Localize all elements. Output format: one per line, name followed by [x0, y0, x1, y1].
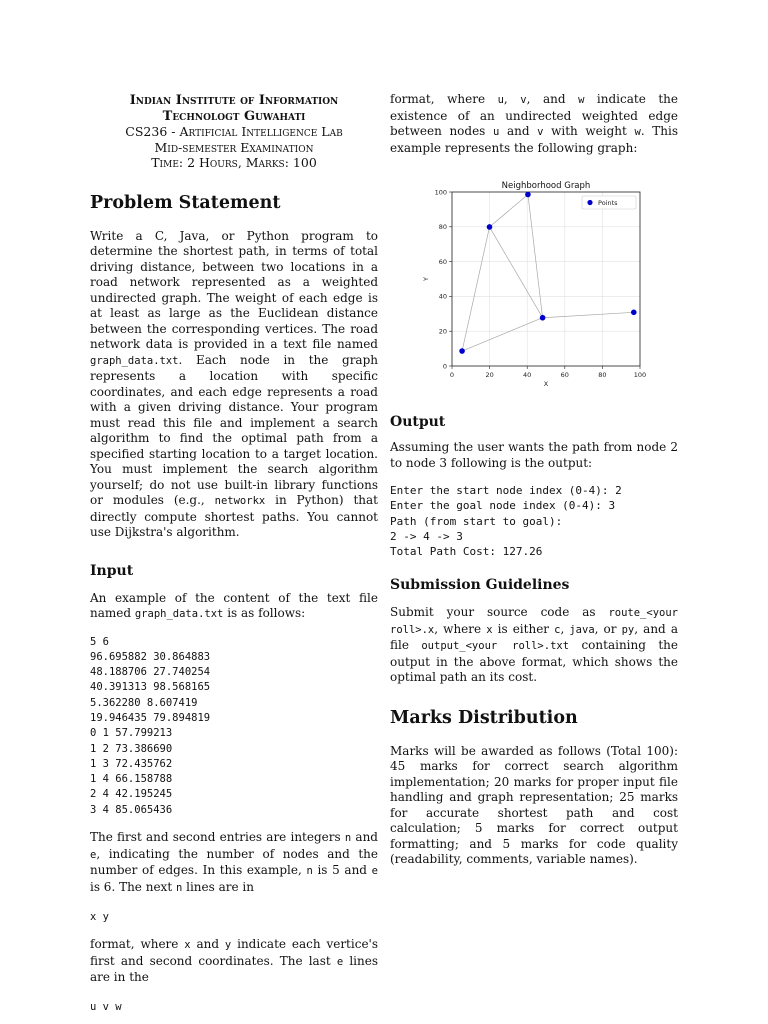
input-var-n: n [344, 832, 352, 845]
neighborhood-graph-svg [390, 180, 678, 402]
input-desc-4: is 5 and [312, 863, 372, 878]
x-tick-label: 20 [485, 371, 494, 379]
format-xy: x y [90, 911, 109, 924]
submission-text-3: is either [492, 621, 555, 636]
output-line: Path (from start to goal): [390, 514, 563, 528]
x-tick-label: 40 [523, 371, 532, 379]
format-uvw: u v w [90, 1000, 122, 1013]
submission-lang-c: c [554, 623, 561, 636]
graph-edge [489, 227, 542, 318]
left-column [90, 90, 378, 1015]
chart-title: Neighborhood Graph [501, 181, 591, 191]
output-example [390, 483, 678, 559]
input-file-line: 1 4 66.158788 [90, 773, 173, 786]
problem-text-1: Write a C, Java, or Python program to determine the shortest path, in terms of total driving distance, between two locations in a road network represented as a weighted undirected graph. The weight of each edge is at least as large as the Euclidean distance between the corresponding vertices. The road network data is provided in a text file named [90, 228, 378, 351]
input-file-line: 2 4 42.195245 [90, 788, 173, 801]
input-heading: Input [90, 562, 134, 579]
exam-time-marks: Time: 2 Hours, Marks: 100 [151, 155, 317, 170]
submission-text-1: Submit your source code as [390, 605, 609, 620]
input-desc-1: The first and second entries are integers [90, 830, 345, 845]
graph-edge [528, 194, 543, 317]
institute-name-line2: Technologt Guwahati [162, 108, 306, 124]
submission-heading: Submission Guidelines [390, 577, 570, 594]
format-xy-desc-2: and [190, 937, 225, 952]
input-file-line: 5 6 [90, 635, 109, 648]
output-line: Total Path Cost: 127.26 [390, 545, 543, 559]
input-file-line: 3 4 85.065436 [90, 803, 173, 816]
marks-distribution-heading: Marks Distribution [390, 707, 578, 728]
submission-lang-java: java [569, 623, 595, 636]
institute-name-line1: Indian Institute of Information [129, 93, 339, 108]
submission-text-4: , [560, 621, 570, 636]
submission-text-5: , or [594, 621, 622, 636]
graph-edge [462, 227, 489, 351]
input-intro [90, 591, 378, 623]
output-line: Enter the goal node index (0-4): 3 [390, 499, 616, 513]
submission-output-filename: output_<your roll>.txt [421, 640, 570, 653]
output-line: 2 -> 4 -> 3 [390, 529, 463, 543]
exam-header [90, 93, 378, 171]
input-file-line: 96.695882 30.864883 [90, 650, 211, 663]
legend-marker [587, 200, 592, 205]
x-axis-label: X [543, 380, 549, 388]
output-line: Enter the start node index (0-4): 2 [390, 484, 622, 497]
right-column [390, 90, 678, 868]
graph-node-point [525, 192, 531, 198]
input-file-line: 40.391313 98.568165 [90, 681, 211, 694]
input-var-e-2: e [371, 865, 378, 878]
input-file-line: 1 3 72.435762 [90, 757, 173, 770]
submission-text-7: containing the output in the above format, which shows the optimal path an its cost. [390, 638, 678, 685]
edge-format-description [390, 92, 678, 156]
plot-frame [452, 192, 640, 366]
edge-desc-6: with weight [543, 124, 635, 138]
format-xy-description [90, 937, 378, 986]
format-var-e: e [336, 955, 344, 968]
problem-text-3: in Python) that directly compute shortest paths. You cannot use Dijkstra's algorithm. [90, 493, 378, 539]
input-var-e: e [90, 848, 97, 861]
edge-var-w: w [578, 94, 585, 106]
submission-text-6: , and a file [390, 621, 678, 653]
format-xy-desc-4: lines are in the [90, 953, 378, 985]
problem-library-name: networkx [214, 495, 266, 507]
edge-desc-4: indicate the existence of an undirected weighted edge between nodes [390, 92, 678, 138]
graph-edge [489, 194, 527, 226]
input-intro-filename: graph_data.txt [134, 608, 224, 620]
submission-lang-py: py [621, 623, 635, 636]
edge-desc-3: , and [526, 92, 579, 106]
problem-statement-text [90, 229, 378, 541]
graph-edge [543, 312, 634, 317]
y-tick-label: 60 [438, 257, 447, 266]
format-var-x: x [184, 939, 191, 952]
graph-node-point [459, 348, 465, 354]
format-xy-desc-1: format, where [90, 937, 185, 952]
input-description [90, 830, 378, 896]
submission-text-2: , where [434, 621, 487, 636]
input-file-line: 19.946435 79.894819 [90, 711, 211, 724]
edge-desc-5: and [499, 124, 538, 138]
edge-desc-7: . This example represents the following graph: [390, 124, 679, 155]
y-axis-label: Y [422, 277, 430, 281]
edge-desc-2: , [503, 92, 521, 106]
marks-distribution-text: Marks will be awarded as follows (Total 100): 45 marks for correct search algorithm implementation; 20 marks for proper input file handling and graph representation; 25 marks for accurate shortest path and cost calculation; 5 marks for correct output formatting; and 5 marks for code quality (readability, comments, variable names). [390, 743, 678, 867]
exam-title: Mid-semester Examination [154, 139, 314, 155]
graph-node-point [540, 315, 546, 321]
y-tick-label: 20 [438, 327, 447, 336]
submission-var-x: x [486, 623, 493, 636]
input-file-example [90, 635, 378, 819]
y-tick-label: 40 [438, 292, 447, 301]
edge-var-u: u [497, 94, 504, 106]
input-var-n-3: n [175, 881, 183, 894]
output-intro: Assuming the user wants the path from node 2 to node 3 following is the output: [390, 440, 678, 470]
input-intro-text-2: is as follows: [223, 606, 306, 620]
problem-text-2: . Each node in the graph represents a location with specific coordinates, and each edge represents a road with a given driving distance. Your program must read this file and implement a search algorithm to find the optimal path from a specified starting location to a target location. You must implement the search algorithm yourself; do not use built-in library functions or modules (e.g., [90, 352, 378, 507]
submission-route-filename: route_<your roll>.x [390, 607, 678, 636]
format-var-y: y [224, 939, 232, 952]
input-desc-5: is 6. The next [90, 879, 176, 894]
submission-text [390, 605, 678, 686]
x-tick-label: 60 [560, 371, 569, 379]
y-tick-label: 0 [442, 362, 447, 371]
input-var-n-2: n [306, 865, 313, 878]
x-tick-label: 100 [633, 371, 647, 379]
input-intro-text-1: An example of the content of the text file named [90, 590, 378, 620]
y-tick-label: 100 [434, 188, 447, 197]
input-file-line: 0 1 57.799213 [90, 727, 173, 740]
input-desc-3: , indicating the number of nodes and the number of edges. In this example, [90, 846, 378, 878]
input-file-line: 5.362280 8.607419 [90, 696, 198, 709]
neighborhood-graph-chart [390, 180, 678, 402]
edge-var-v: v [520, 94, 527, 106]
problem-filename: graph_data.txt [90, 354, 179, 367]
x-tick-label: 80 [598, 371, 607, 379]
output-heading: Output [390, 414, 446, 430]
input-desc-6: lines are in [182, 879, 254, 894]
legend-label: Points [598, 199, 618, 207]
edge-desc-1: format, where [390, 92, 498, 106]
format-xy-desc-3: indicate each vertice's first and second coordinates. The last [90, 937, 378, 968]
y-tick-label: 80 [438, 223, 447, 232]
graph-edge [462, 318, 543, 351]
edge-var-w-2: w [634, 126, 641, 138]
input-file-line: 48.188706 27.740254 [90, 666, 211, 679]
problem-statement-heading: Problem Statement [90, 192, 281, 213]
edge-var-v-2: v [537, 126, 544, 138]
graph-node-point [487, 224, 493, 230]
x-tick-label: 0 [449, 371, 455, 379]
edge-var-u-2: u [492, 126, 500, 138]
course-title: CS236 - Artificial Intelligence Lab [125, 124, 343, 139]
input-file-line: 1 2 73.386690 [90, 742, 173, 755]
input-desc-2: and [351, 830, 378, 845]
graph-node-point [631, 309, 637, 315]
